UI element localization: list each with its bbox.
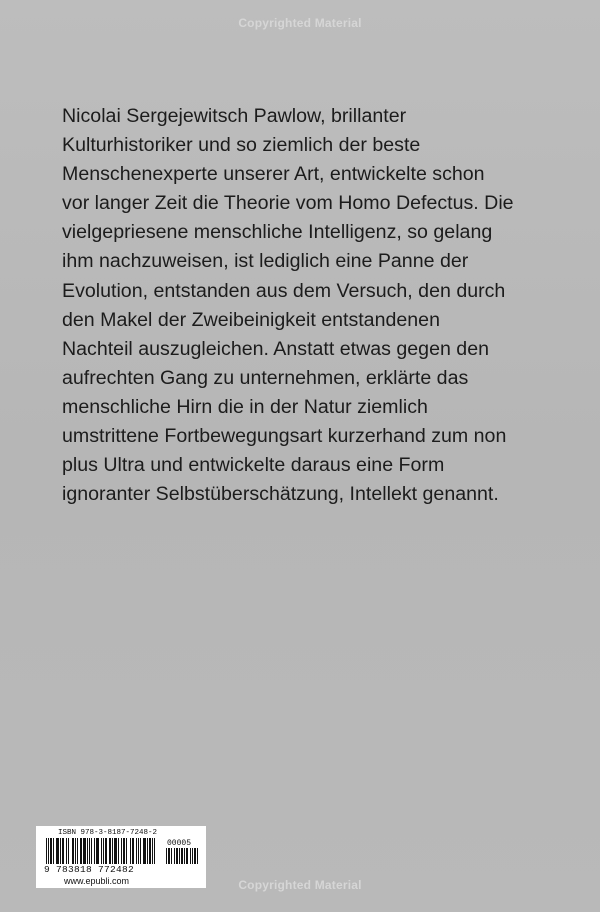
back-cover-blurb <box>62 102 582 509</box>
blurb-line: plus Ultra und entwickelte daraus eine Form <box>62 454 445 477</box>
blurb-line: Menschenexperte unserer Art, entwickelte schon <box>62 163 485 186</box>
blurb-line: vielgepriesene menschliche Intelligenz, so gelang <box>62 221 493 244</box>
blurb-line: Nicolai Sergejewitsch Pawlow, brillanter <box>62 105 407 127</box>
blurb-line: ignoranter Selbstüberschätzung, Intellekt genannt. <box>62 483 499 506</box>
blurb-line: Evolution, entstanden aus dem Versuch, den durch <box>62 279 506 302</box>
addon-barcode-bars <box>166 848 200 864</box>
copyright-watermark-top: Copyrighted Material <box>238 16 362 30</box>
isbn-text: ISBN 978-3-8187-7248-2 <box>58 829 158 837</box>
blurb-line: aufrechten Gang zu unternehmen, erklärte das <box>62 366 469 389</box>
copyright-watermark-bottom: Copyrighted Material <box>238 878 362 892</box>
blurb-line: menschliche Hirn die in der Natur ziemlich <box>62 395 428 418</box>
blurb-line: den Makel der Zweibeinigkeit entstandenen <box>62 308 440 331</box>
blurb-line: vor langer Zeit die Theorie vom Homo Defectus. Die <box>62 192 514 215</box>
blurb-line: Kulturhistoriker und so ziemlich der beste <box>62 134 421 157</box>
blurb-line: ihm nachzuweisen, ist lediglich eine Panne der <box>62 250 469 273</box>
ean-digits: 9 783818 772482 <box>44 864 135 875</box>
addon-digits: 00005 <box>167 839 192 848</box>
publisher-website: www.epubli.com <box>64 876 130 886</box>
blurb-line: Nachteil auszugleichen. Anstatt etwas gegen den <box>62 337 489 360</box>
blurb-line: umstrittene Fortbewegungsart kurzerhand zum non <box>62 425 507 448</box>
ean-barcode-bars <box>46 838 162 864</box>
